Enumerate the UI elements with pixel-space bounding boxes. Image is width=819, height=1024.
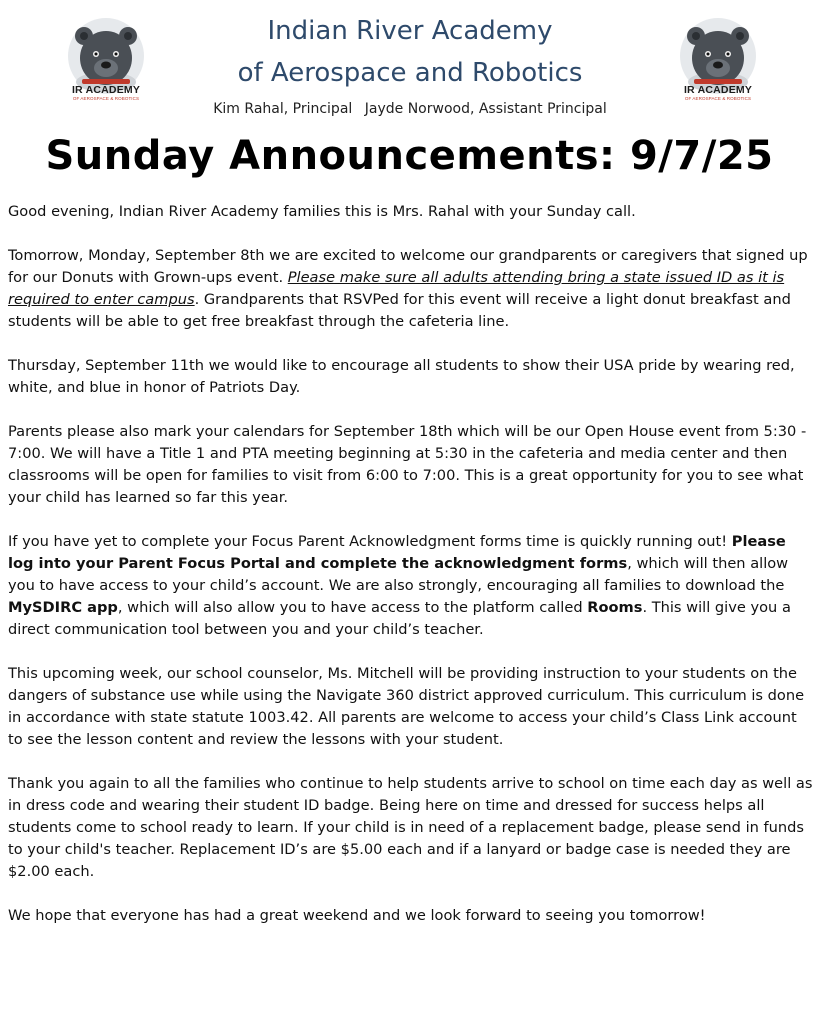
- text: . This will give you a direct communication tool between you and your child’s teacher.: [8, 599, 791, 638]
- school-logo-left: [58, 16, 154, 112]
- text: Tomorrow, Monday, September 8th we are excited to welcome our grandparents or caregivers that signed up for our Donuts with Grown-ups event.: [8, 247, 808, 286]
- paragraph-counselor: This upcoming week, our school counselor, Ms. Mitchell will be providing instruction to your students on the dangers of substance use while using the Navigate 360 district approved curriculum. This curriculum is done in accordance with state statute 1003.42. All parents are welcome to access your child’s Class Link account to see the lesson content and review the lessons with your student.: [8, 665, 805, 748]
- text: , which will also allow you to have access to the platform called: [117, 599, 588, 616]
- paragraph-patriots-day: Thursday, September 11th we would like to encourage all students to show their USA pride by wearing red, white, and blue in honor of Patriots Day.: [8, 357, 795, 396]
- school-logo-right: [670, 16, 766, 112]
- id-requirement-note: Please make sure all adults attending bring a state issued ID as it is required to enter campus: [8, 269, 785, 308]
- logo-text: IR ACADEMY: [683, 84, 753, 96]
- logo-subtext: OF AEROSPACE & ROBOTICS: [684, 96, 752, 101]
- text: . Grandparents that RSVPed for this event will receive a light donut breakfast and students will be able to get free breakfast through the cafeteria line.: [8, 291, 791, 330]
- page-title: Sunday Announcements: 9/7/25: [45, 133, 774, 179]
- paragraph-greeting: Good evening, Indian River Academy families this is Mrs. Rahal with your Sunday call.: [8, 203, 636, 220]
- logo-text: IR ACADEMY: [71, 84, 141, 96]
- paragraph-thank-you: Thank you again to all the families who continue to help students arrive to school on time each day as well as in dress code and wearing their student ID badge. Being here on time and dressed for success helps all students come to school ready to learn. If your child is in need of a replacement badge, please send in funds to your child's teacher. Replacement ID’s are $5.00 each and if a lanyard or badge case is needed they are $2.00 each.: [8, 775, 813, 880]
- logo-subtext: OF AEROSPACE & ROBOTICS: [72, 96, 140, 101]
- school-name-line2: of Aerospace and Robotics: [237, 58, 583, 88]
- focus-portal-instruction: Please log into your Parent Focus Portal and complete the acknowledgment forms: [8, 533, 786, 572]
- announcement-body: [8, 201, 814, 949]
- rooms-platform-name: Rooms: [587, 599, 643, 616]
- assistant-principal-name: Jayde Norwood, Assistant Principal: [364, 101, 607, 117]
- text: , which will then allow you to have access to your child’s account. We are also strongly, encouraging all families to download the: [8, 555, 789, 594]
- letterhead: [0, 0, 819, 130]
- school-name-line1: Indian River Academy: [267, 16, 553, 46]
- paragraph-open-house: Parents please also mark your calendars for September 18th which will be our Open House event from 5:30 - 7:00. We will have a Title 1 and PTA meeting beginning at 5:30 in the cafeteria and media center and then classrooms will be open for families to visit from 6:00 to 7:00. This is a great opportunity for you to see what your child has learned so far this year.: [8, 423, 807, 506]
- paragraph-focus-forms: [8, 531, 814, 641]
- principal-name: Kim Rahal, Principal: [213, 101, 353, 117]
- paragraph-closing: We hope that everyone has had a great weekend and we look forward to seeing you tomorrow!: [8, 907, 706, 924]
- paragraph-donuts-event: [8, 245, 814, 333]
- text: If you have yet to complete your Focus Parent Acknowledgment forms time is quickly running out!: [8, 533, 732, 550]
- staff-line: [160, 101, 660, 117]
- mysdirc-app-name: MySDIRC app: [8, 599, 118, 616]
